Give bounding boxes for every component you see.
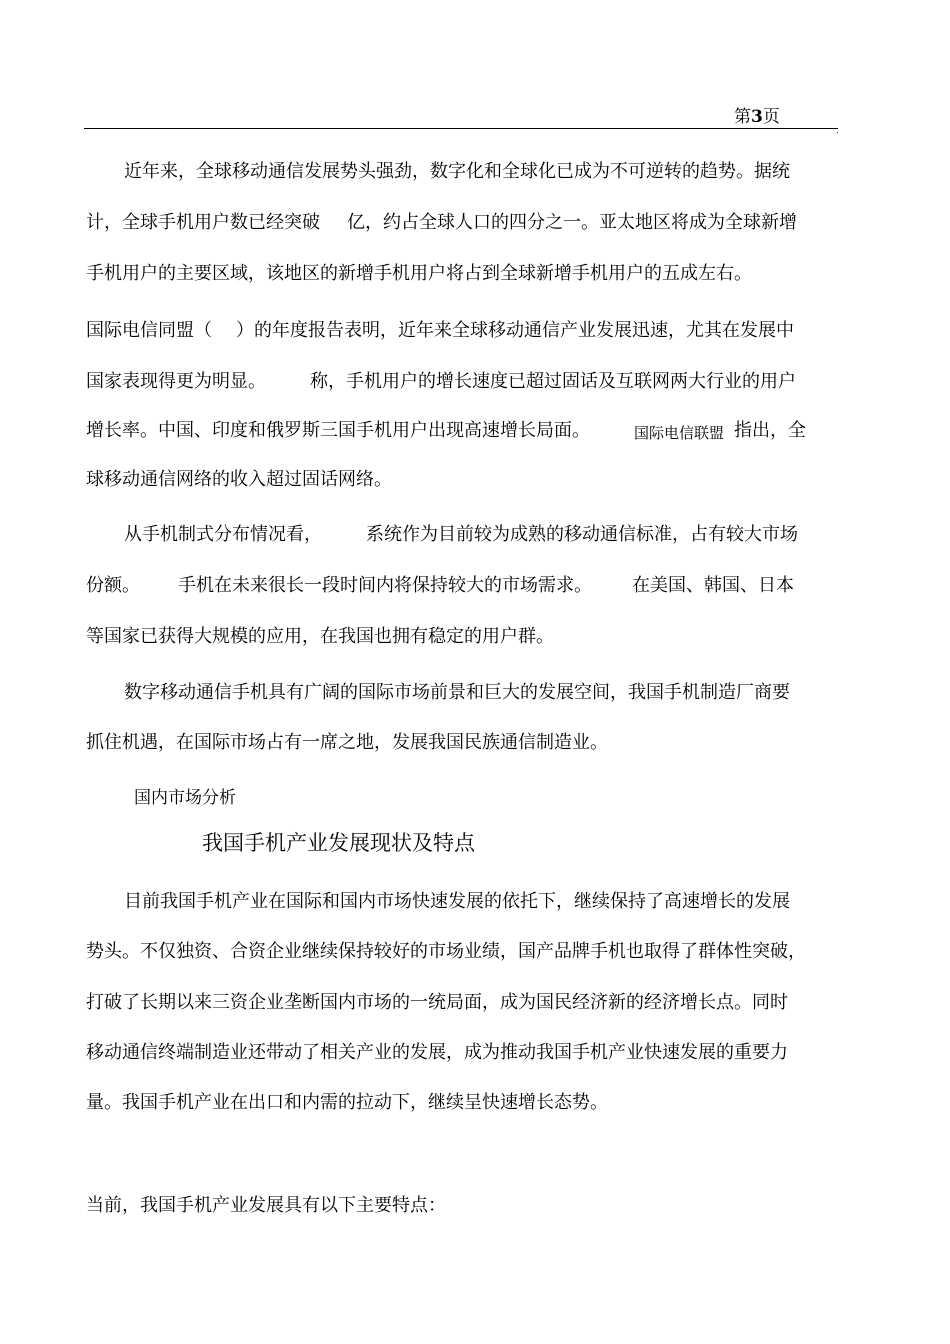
- header-rule-dot: .: [836, 126, 839, 135]
- page-number-label: [734, 106, 780, 128]
- para2-line1-a: 国际电信同盟（: [86, 320, 212, 341]
- para1-line2: [86, 210, 836, 236]
- para6-line1: 当前，我国手机产业发展具有以下主要特点：: [86, 1195, 446, 1216]
- para3-line1-b: 系统作为目前较为成熟的移动通信标准，占有较大市场: [366, 524, 798, 545]
- para5-line2: 势头。不仅独资、合资企业继续保持较好的市场业绩，国产品牌手机也取得了群体性突破，: [86, 941, 806, 962]
- header-rule: [84, 128, 838, 129]
- para2-line2: [86, 369, 836, 395]
- para5-line5: 量。我国手机产业在出口和内需的拉动下，继续呈快速增长态势。: [86, 1092, 608, 1113]
- page-header: [0, 106, 950, 130]
- para1-line3: 手机用户的主要区域，该地区的新增手机用户将占到全球新增手机用户的五成左右。: [86, 263, 752, 284]
- page-suffix: 页: [762, 107, 780, 127]
- para3-line2: [86, 573, 836, 599]
- para3-line2-c: 在美国、韩国、日本: [632, 575, 794, 596]
- sub-heading: 我国手机产业发展现状及特点: [202, 831, 475, 855]
- para2-line3-c: 指出，全: [734, 420, 807, 441]
- para2-line1: [86, 318, 836, 344]
- para2-line3-itu: 国际电信联盟: [634, 424, 725, 442]
- para1-line2-a: 计，全球手机用户数已经突破: [86, 212, 320, 233]
- page-number: 3: [751, 107, 763, 127]
- para3-line1: [124, 522, 836, 548]
- para2-line2-a: 国家表现得更为明显。: [86, 371, 266, 392]
- para1-line1: 近年来，全球移动通信发展势头强劲，数字化和全球化已成为不可逆转的趋势。据统: [124, 161, 790, 182]
- para2-line3-a: 增长率。中国、印度和俄罗斯三国手机用户出现高速增长局面。: [86, 420, 590, 441]
- para5-line3: 打破了长期以来三资企业垄断国内市场的一统局面，成为国民经济新的经济增长点。同时: [86, 992, 788, 1013]
- para5-line1: 目前我国手机产业在国际和国内市场快速发展的依托下，继续保持了高速增长的发展: [124, 891, 790, 912]
- para2-line3: [86, 418, 836, 444]
- para5-line4: 移动通信终端制造业还带动了相关产业的发展，成为推动我国手机产业快速发展的重要力: [86, 1042, 788, 1063]
- para3-line2-b: 手机在未来很长一段时间内将保持较大的市场需求。: [178, 575, 592, 596]
- para2-line4: 球移动通信网络的收入超过固话网络。: [86, 469, 392, 490]
- section-heading: 国内市场分析: [134, 788, 236, 808]
- para4-line1: 数字移动通信手机具有广阔的国际市场前景和巨大的发展空间，我国手机制造厂商要: [124, 682, 790, 703]
- para3-line1-a: 从手机制式分布情况看，: [124, 524, 322, 545]
- para3-line2-a: 份额。: [86, 575, 140, 596]
- para2-line2-b: 称，手机用户的增长速度已超过固话及互联网两大行业的用户: [310, 371, 796, 392]
- para1-line2-b: 亿，约占全球人口的四分之一。亚太地区将成为全球新增: [347, 212, 797, 233]
- para3-line3: 等国家已获得大规模的应用，在我国也拥有稳定的用户群。: [86, 626, 554, 647]
- page-prefix: 第: [734, 107, 751, 127]
- para2-line1-b: ）的年度报告表明，近年来全球移动通信产业发展迅速，尤其在发展中: [236, 320, 794, 341]
- para4-line2: 抓住机遇，在国际市场占有一席之地，发展我国民族通信制造业。: [86, 732, 608, 753]
